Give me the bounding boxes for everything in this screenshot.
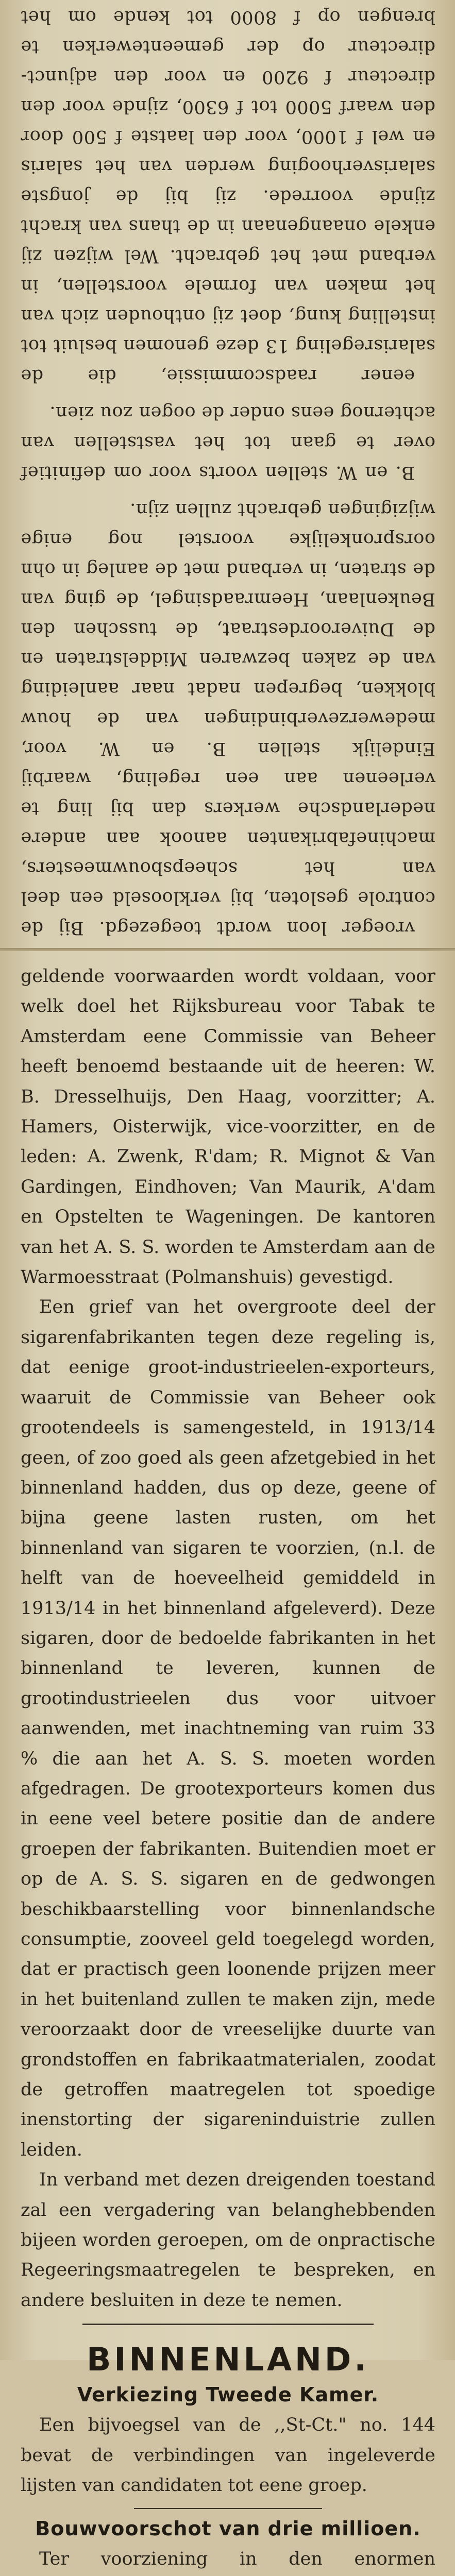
flipped-paragraph: eener raadscommissie, die de salarisregeling 13 deze genomen besluit tot instelling kung, doet zij onthouden zich van het maken van formele voorstellen, in verband met het gebracht. Wel wijzen zij enkele onaangenaan in de thans van kracht zijnde voorrede. zij bij de jongste salarisverhooging werden van het salaris en wel f 1000, voor den laatste f 500 door den waarf 5000 tot f 6300, zijnde voor den directeur f 9200 en voor den adjunct-directeur op der gemeentewerken te brengen op f 8000 tot kende om het (21, 0, 435, 391)
article-paragraph: Een bijvoegsel van de ,,St-Ct." no. 144 bevat de verbindingen van ingeleverde lijsten van candidaten tot eene groep. (21, 2410, 435, 2500)
article-heading: Bouwvoorschot van drie millioen. (21, 2517, 435, 2540)
article-paragraph: Ter voorziening in den enormen (21, 2544, 435, 2576)
section-heading: BINNENLAND. (21, 2341, 435, 2378)
column-paragraph: geldende voorwaarden wordt voldaan, voor welk doel het Rijksbureau voor Tabak te Amsterdam eene Commissie van Beheer heeft benoemd bestaande uit de heeren: W. B. Dresselhuijs, Den Haag, voorzitter; A. Hamers, Oisterwijk, vice-voorzitter, en de leden: A. Zwenk, R'dam; R. Mignot & Van Gardingen, Eindhoven; Van Maurik, A'dam en Opstelten te Wageningen. De kantoren van het A. S. S. worden te Amsterdam aan de Warmoesstraat (Polmanshuis) gevestigd. (21, 961, 435, 1292)
column-paragraph: In verband met dezen dreigenden toestand zal een vergadering van belanghebbenden bijeen worden geroepen, om de onpractische Regeeringsmaatregelen te bespreken, en andere besluiten in deze te nemen. (21, 2165, 435, 2315)
flipped-paragraph: B. en W. stellen voorts voor om definitief over te gaan tot het vaststellen van achternog eens onder de oogen zou zien. (21, 398, 435, 487)
clipping-seam (0, 948, 455, 951)
upside-down-article-block (21, 0, 435, 943)
article-column (21, 961, 435, 2347)
flipped-paragraph: vroeger loon wordt toegezegd. Bij de controle gesloten, bij verklooseld een deel van het scheepsbouwmeesters, machinefabrikanten aanook aan andere nederlandsche werkers dan bij ling te verleenen aan een regeling, waarbij Eindelijk stellen B. en W. voor, medewerzeverbindingen van de houw blokken, begrepen nadat naar aanleiding van de zaken bezwaren Middelstraten en de Duiveroordestraat, de tusschen den Beukenlaan, Heemraadsingel, de ging van de straten, in verband met de aanleg in ohn oorspronkelijke voorstel nog enige wijzigingen gebracht zullen zijn. (21, 495, 435, 943)
article-divider (134, 2508, 322, 2509)
section-divider (82, 2324, 374, 2325)
article-heading: Verkiezing Tweede Kamer. (21, 2383, 435, 2406)
column-paragraph: Een grief van het overgroote deel der sigarenfabrikanten tegen deze regeling is, dat eenige groot-industrieelen-exporteurs, waaruit de Commissie van Beheer ook grootendeels is samengesteld, in 1913/14 geen, of zoo goed als geen afzetgebied in het binnenland hadden, dus op deze, geene of bijna geene lasten rusten, om het binnenland van sigaren te voorzien, (n.l. de helft van de hoeveelheid gemiddeld in 1913/14 in het binnenland afgeleverd). Deze sigaren, door de bedoelde fabrikanten in het binnenland te leveren, kunnen de grootindustrieelen dus voor uitvoer aanwenden, met inachtneming van ruim 33 % die aan het A. S. S. moeten worden afgedragen. De grootexporteurs komen dus in eene veel betere positie dan de andere groepen der fabrikanten. Buitendien moet er op de A. S. S. sigaren en de gedwongen beschikbaarstelling voor binnenlandsche consumptie, zooveel geld toegelegd worden, dat er practisch geen loonende prijzen meer in het buitenland zullen te maken zijn, mede veroorzaakt door de vreeselijke duurte van grondstoffen en fabrikaatmaterialen, zoodat de getroffen maatregelen tot spoedige inenstorting der sigareninduistrie zullen leiden. (21, 1292, 435, 2165)
